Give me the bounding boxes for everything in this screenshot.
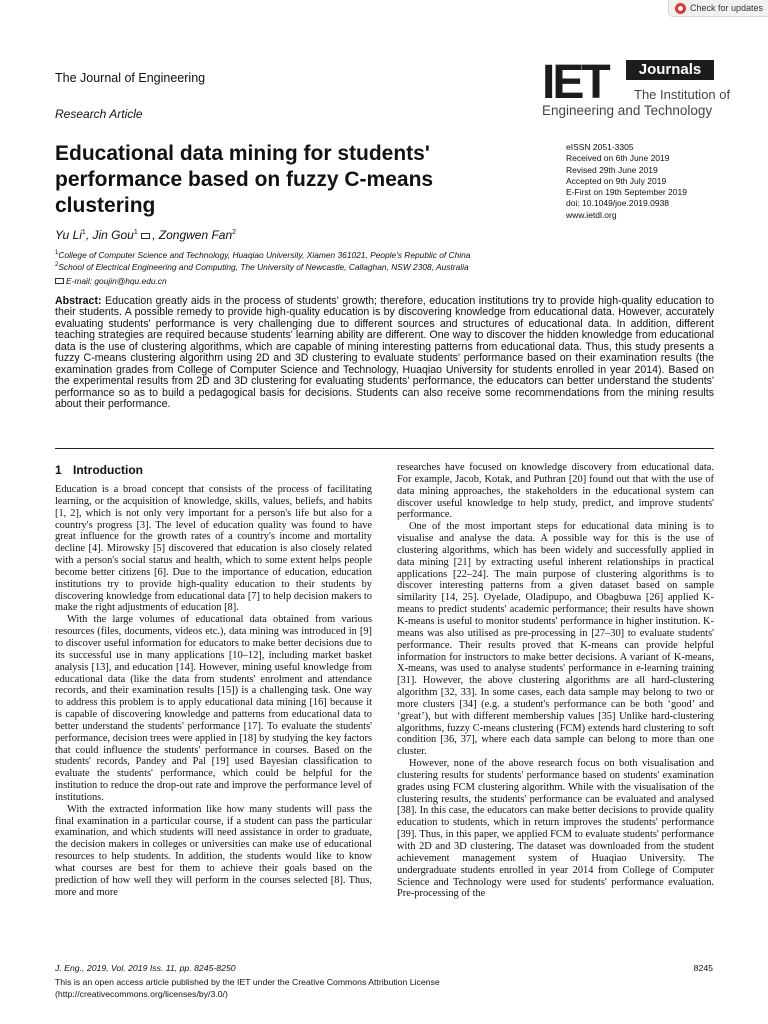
iet-logo-letters: IET: [542, 58, 608, 102]
check-for-updates-label: Check for updates: [690, 3, 764, 13]
affiliation-1-mark: 1: [55, 250, 59, 257]
abstract-label: Abstract:: [55, 295, 102, 307]
left-paragraph-3: With the extracted information like how many students will pass the final examination in a particular course, if a student can pass the particular examination, and which students will need assistance in order to graduate, the decision makers in colleges or universities can make use of educational resources to help students. In addition, the students would like to know what courses are best for them to achieve their goals based on the prediction of how well they will perform in the courses selected [8]. Thus, more and more: [55, 803, 372, 898]
author-1: Yu Li: [55, 228, 82, 242]
author-2-affil: 1: [133, 229, 138, 236]
author-3-affil: 2: [232, 229, 237, 236]
iet-logo: [542, 58, 731, 122]
crossmark-icon: [675, 3, 686, 14]
email-text[interactable]: E-mail: goujin@hqu.edu.cn: [66, 276, 167, 286]
meta-accepted: Accepted on 9th July 2019: [566, 175, 667, 186]
iet-logo-mark: [542, 58, 626, 102]
email-envelope-icon: [55, 278, 64, 284]
paper-title: Educational data mining for students' performance based on fuzzy C-means clustering: [55, 142, 434, 217]
meta-received: Received on 6th June 2019: [566, 153, 670, 164]
affiliation-2: [55, 262, 469, 272]
logo-line2: Engineering and Technology: [542, 103, 713, 118]
affiliation-2-mark: 2: [55, 262, 59, 269]
license-line-2[interactable]: (http://creativecommons.org/licenses/by/3.0/): [55, 988, 228, 999]
meta-website[interactable]: www.ietdl.org: [566, 209, 617, 220]
footer-citation: J. Eng., 2019, Vol. 2019 Iss. 11, pp. 8245-8250: [55, 963, 236, 973]
logo-line1: The Institution of: [634, 87, 731, 102]
corresponding-email: [55, 276, 167, 286]
article-type: Research Article: [55, 107, 143, 121]
section-heading: [55, 463, 143, 477]
author-1-affil: 1: [81, 229, 86, 236]
left-column: [55, 484, 372, 899]
abstract: [55, 296, 714, 411]
check-for-updates-badge[interactable]: [668, 0, 768, 17]
section-title: Introduction: [73, 463, 143, 477]
affiliation-1: [55, 250, 470, 260]
abstract-divider: [55, 448, 714, 449]
corresponding-envelope-icon: [141, 233, 150, 239]
author-2: Jin Gou: [92, 228, 134, 242]
meta-doi[interactable]: doi: 10.1049/joe.2019.0938: [566, 198, 670, 209]
abstract-text: Education greatly aids in the process of students' growth; therefore, education institutions try to provide high-quality education to their students. A possible remedy to provide high-quality education is by discovering knowledge from educational data. However, accurately evaluating students' performance is very challenging due to different sources and structures of educational data. In addition, different teaching strategies are required because students' learning ability are different. One way to discover the hidden knowledge from educational data is the use of clustering algorithms, which are capable of mining interesting patterns from educational data. Thus, this study presents a fuzzy C-means clustering algorithm using 2D and 3D clustering to evaluate students' performance based on their examination results (the examination grades from College of Computer Science and Technology, Huaqiao University for students enrolled in year 2014). Based on the experimental results from 2D and 3D clustering for evaluating students' performance, the educators can better understand the students' performance so as to build a pedagogical basis for decisions. Students can also receive some recommendations from the mining results about their performance.: [55, 295, 714, 411]
author-list: Yu Li$^1$, Jin Gou$^1$ , Zongwen Fan$^2$: [55, 228, 237, 242]
left-paragraph-2: With the large volumes of educational data obtained from various resources (files, documents, videos etc.), data mining was introduced in [9] to discover useful information for educators to make better decisions due to its successful use in many applications [10–12], including market basket analysis [13], and education [14]. However, mining useful knowledge from educational data (like the data from students' enrolment and attendance records, and their examination results [15]) is a challenging task. One way to address this problem is to apply educational data mining [16] because it is capable of discovering knowledge and patterns from educational data to better understand the students' performance [17]. To evaluate the students' performance, decision trees were applied in [18] by studying the key factors that could influence the students' performance in courses. Based on the students' records, Pandey and Pal [19] used Bayesian classification to evaluate the students' performance, which could be helpful for the institution to reduce the drop-out rate and improve the performance level of institutions.: [55, 614, 372, 803]
author-3: Zongwen Fan: [158, 228, 233, 242]
right-paragraph-3: However, none of the above research focus on both visualisation and clustering results for students' performance based on students' examination grades using FCM clustering algorithm. While with the visualisation of the clustering results, the students' performance can be evaluated and analysed [38]. In this case, the educators can make better decisions to provide quality education to students, which in return improves the students' performance [39]. Thus, in this paper, we applied FCM to evaluate students' performance with 2D and 3D clustering. The dataset was downloaded from the student achievement management system of Huaqiao University. The undergraduate students enrolled in year 2014 from College of Computer Science and Technology were used for students' performance evaluation. Pre-processing of the: [397, 758, 714, 900]
right-column: [397, 462, 714, 900]
affiliation-1-text: College of Computer Science and Technology, Huaqiao University, Xiamen 361021, People's Republic of China: [58, 250, 471, 260]
section-number: 1: [55, 463, 62, 477]
footer-page-number: 8245: [693, 963, 713, 973]
footer-license: [55, 977, 615, 1000]
meta-efirst: E-First on 19th September 2019: [566, 187, 687, 198]
license-line-1: This is an open access article published by the IET under the Creative Commons Attribution License: [55, 977, 440, 987]
left-paragraph-1: Education is a broad concept that consists of the process of facilitating learning, or the acquisition of knowledge, skills, values, beliefs, and habits [1, 2], which is not only very important for a person's life but also for a country's progress [3]. The level of education quality was found to have great influence for the growth rates of a country's income and mortality decline [4]. Mirowsky [5] discovered that education is also closely related with a person's social status and health, which to some extent helps people become better citizens [6]. Due to the importance of education, education institutions try to provide high-quality education to their students by discovering knowledge from educational data [7] to help decision makers to make the right adjustments of education [8].: [55, 484, 372, 614]
right-paragraph-1: researches have focused on knowledge discovery from educational data. For example, Jacob, Kotak, and Puthran [20] found out that with the use of data mining approaches, the stakeholders in the educational system can discover useful knowledge to help study, predict, and improve students' performance.: [397, 462, 714, 521]
article-metadata: [566, 142, 766, 221]
journals-label: Journals: [626, 60, 714, 80]
right-paragraph-2: One of the most important steps for educational data mining is to visualise and analyse the data. A possible way for this is the use of clustering algorithms, which has been widely and successfully applied in data mining [21] by extracting useful inherent relationships in practical applications [22–24]. The main purpose of clustering algorithms is to discover interesting patterns from a given dataset based on sample similarity [14, 25]. Oyelade, Oladipupo, and Obagbuwa [26] applied K-means to predict students' academic performance; their results have shown K-means is useful to monitor students' performance in higher institution. K-means was also utilised as pre-processing in [27–30] to evaluate students' performance. Their results proved that K-means can provide helpful information for instructors to make better decisions. A variant of K-means, X-means, was used to analyse students' performance in e-learning training [31]. However, the above clustering algorithms are all hard-clustering algorithm [32, 33]. In some cases, each data sample may belong to two or more clusters [34] (e.g. a student's performance can be both ‘good’ and ‘great’), but with different membership values [35] Unlike hard-clustering algorithms, fuzzy C-means clustering (FCM) extends hard clustering to soft condition [36, 37], where each data sample can belong to more than one cluster.: [397, 521, 714, 758]
journal-name: The Journal of Engineering: [55, 71, 206, 85]
meta-revised: Revised 29th June 2019: [566, 164, 658, 175]
meta-eissn: eISSN 2051-3305: [566, 142, 634, 152]
affiliation-2-text: School of Electrical Engineering and Computing, The University of Newcastle, Callaghan, NSW 2308, Australia: [58, 262, 469, 272]
